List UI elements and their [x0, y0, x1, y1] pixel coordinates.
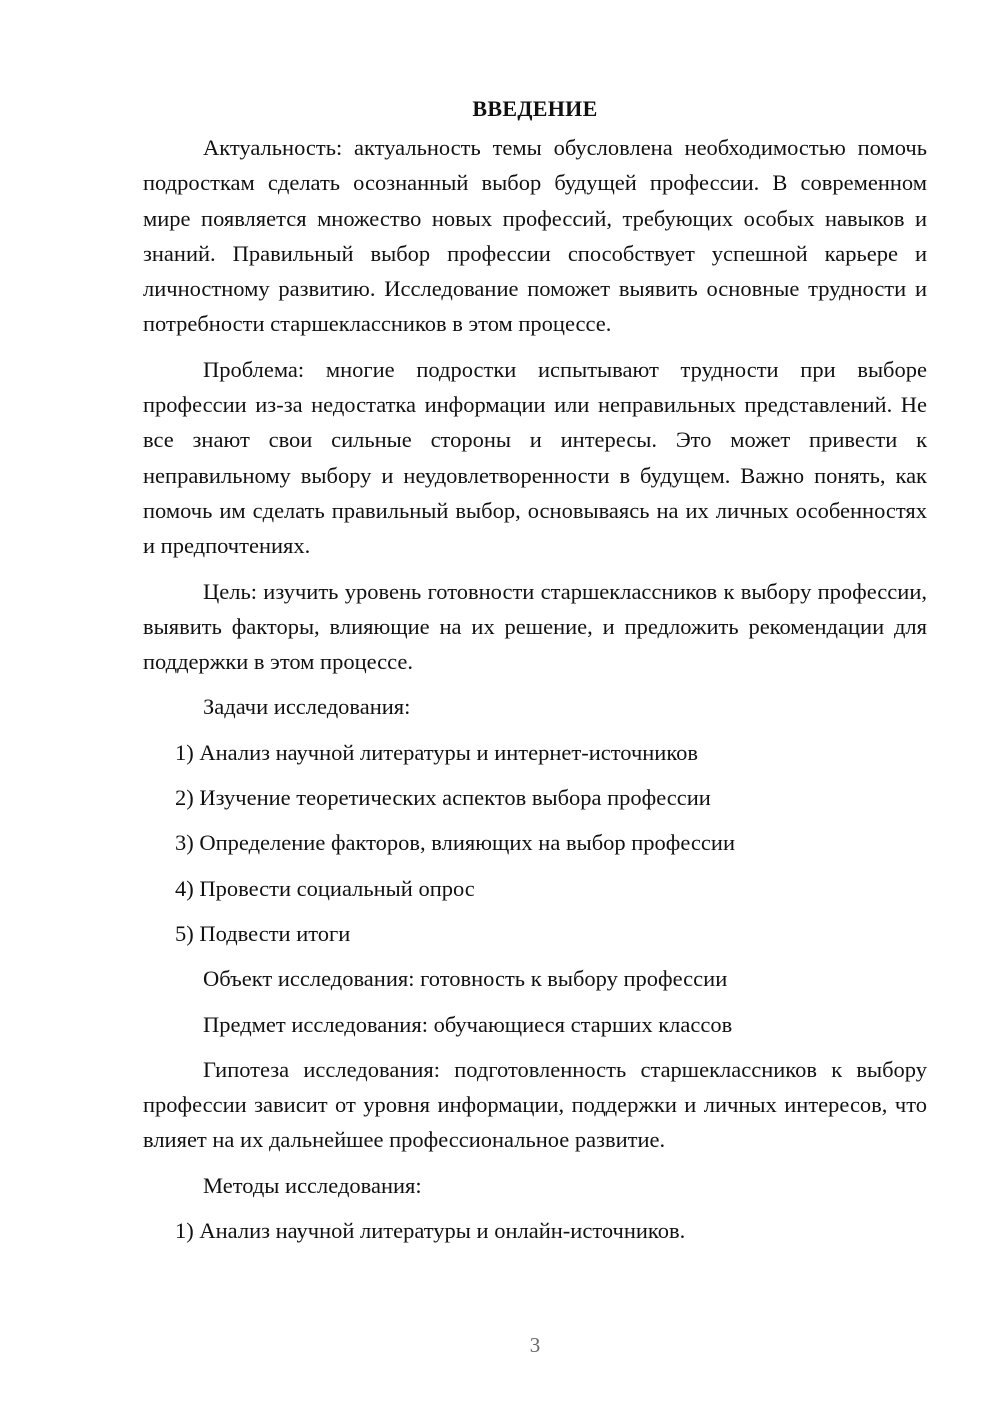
- paragraph-hypothesis: Гипотеза исследования: подготовленность старшеклассников к выбору профессии зависит от уровня информации, поддержки и личных интересов, что влияет на их дальнейшее профессиональное развитие.: [143, 1056, 927, 1153]
- research-object: Объект исследования: готовность к выбору профессии: [203, 966, 728, 992]
- list-item: 4) Провести социальный опрос: [175, 875, 475, 901]
- methods-list: [143, 1213, 927, 1248]
- tasks-list: [143, 735, 927, 951]
- list-item: 1) Анализ научной литературы и интернет-источников: [175, 739, 699, 765]
- list-item: 1) Анализ научной литературы и онлайн-источников.: [175, 1218, 686, 1244]
- paragraph-goal: Цель: изучить уровень готовности старшеклассников к выбору профессии, выявить факторы, влияющие на их решение, и предложить рекомендации для поддержки в этом процессе.: [143, 578, 927, 675]
- tasks-heading: Задачи исследования:: [203, 694, 411, 720]
- paragraph-problem: Проблема: многие подростки испытывают трудности при выборе профессии из-за недостатка информации или неправильных представлений. Не все знают свои сильные стороны и интересы. Это может привести к неправильному выбору и неудовлетворенности в будущем. Важно понять, как помочь им сделать правильный выбор, основываясь на их личных особенностях и предпочтениях.: [143, 356, 927, 559]
- list-item: 2) Изучение теоретических аспектов выбора профессии: [175, 785, 711, 811]
- paragraph-relevance: Актуальность: актуальность темы обусловлена необходимостью помочь подросткам сделать осознанный выбор будущей профессии. В современном мире появляется множество новых профессий, требующих особых навыков и знаний. Правильный выбор профессии способствует успешной карьере и личностному развитию. Исследование поможет выявить основные трудности и потребности старшеклассников в этом процессе.: [143, 135, 927, 337]
- research-subject: Предмет исследования: обучающиеся старших классов: [203, 1011, 733, 1037]
- page-number: 3: [529, 1333, 541, 1357]
- page-content: [143, 94, 927, 1258]
- methods-heading: Методы исследования:: [203, 1172, 422, 1198]
- list-item: 3) Определение факторов, влияющих на выбор профессии: [175, 830, 735, 856]
- page-title: ВВЕДЕНИЕ: [472, 96, 598, 121]
- list-item: 5) Подвести итоги: [175, 920, 351, 946]
